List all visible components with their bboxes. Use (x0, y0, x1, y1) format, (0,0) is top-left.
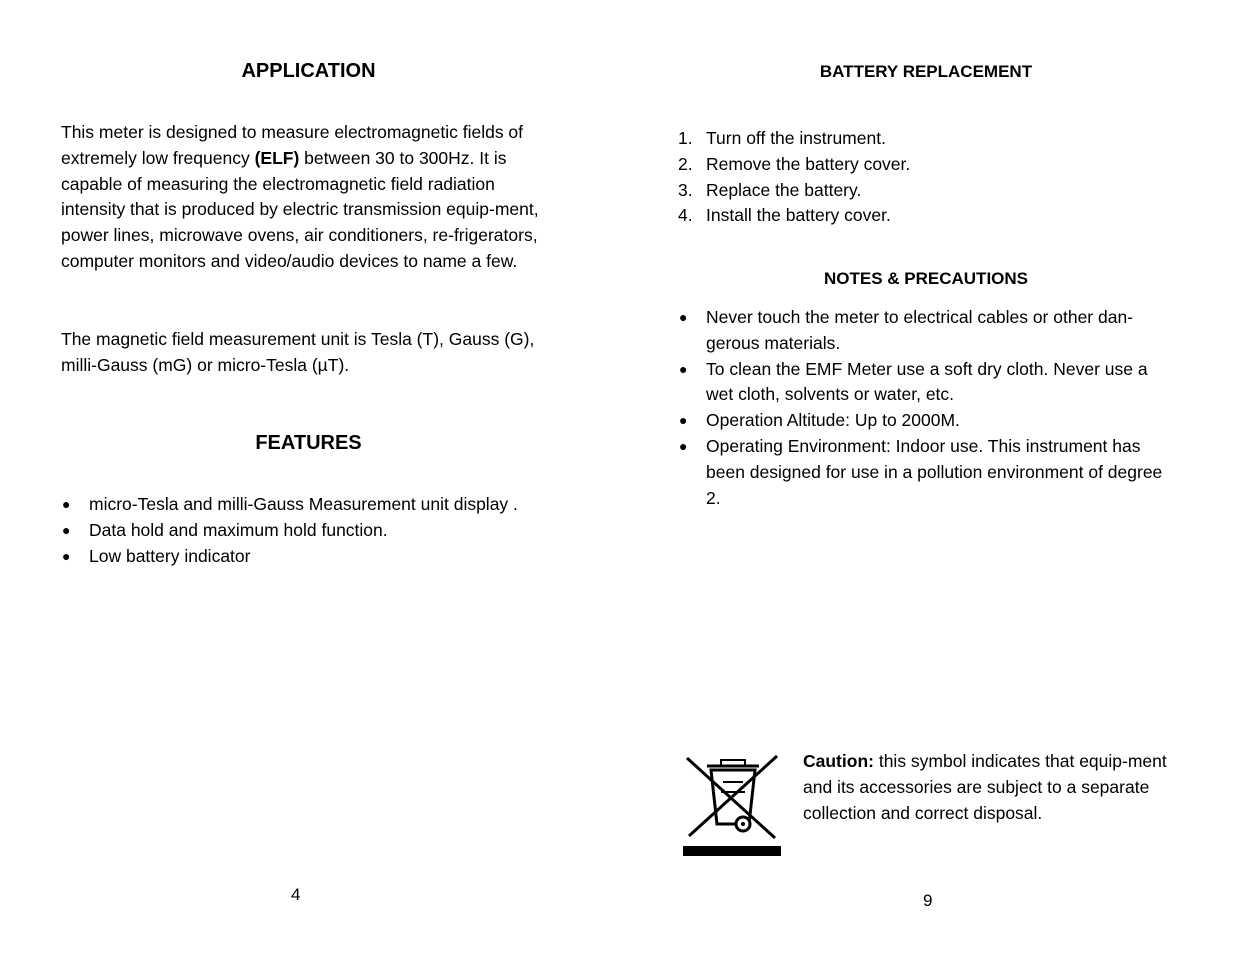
elf-abbreviation: (ELF) (254, 147, 300, 168)
battery-step (678, 178, 1206, 204)
right-page (617, 0, 1235, 954)
bullet-marker: ● (679, 437, 688, 454)
battery-step (678, 152, 1206, 178)
step-number: 3. (678, 179, 693, 200)
bullet-marker: ● (679, 309, 688, 325)
step-number: 4. (678, 205, 693, 226)
application-paragraph-1-end: between 30 to 300Hz. It is capable of measuring the electromagnetic field radiation intensity that is produced by electric transmission equip-ment, power lines, microwave ovens, air conditioners, re-frigerators, computer monitors and video/audio devices to name a few. (61, 147, 539, 271)
notes-list-item-text: Never touch the meter to electrical cables or other dan-gerous materials. (706, 307, 1134, 353)
battery-replacement-heading: BATTERY REPLACEMENT (819, 62, 1033, 81)
features-list-item-text: Data hold and maximum hold function. (89, 519, 388, 540)
battery-step (678, 126, 1206, 152)
notes-list-item (679, 357, 1176, 409)
features-heading: FEATURES (255, 432, 362, 454)
battery-step (678, 203, 1206, 229)
step-number: 2. (678, 153, 693, 174)
bullet-marker: ● (62, 547, 71, 564)
page-number-left: 4 (291, 885, 301, 904)
step-number: 1. (678, 128, 693, 148)
battery-steps-list (678, 126, 1206, 229)
features-list-item-text: micro-Tesla and milli-Gauss Measurement unit display . (89, 494, 518, 514)
features-list-item (62, 544, 589, 570)
crossed-out-wheelie-bin-icon (683, 752, 783, 856)
application-paragraph-1-start: This meter is designed to measure electromagnetic fields of extremely low frequency (61, 122, 524, 168)
caution-label: Caution: (803, 751, 874, 771)
page-number-right: 9 (923, 891, 933, 910)
application-paragraph-2: The magnetic field measurement unit is Tesla (T), Gauss (G), milli-Gauss (mG) or micro-Tesla (µT). (61, 329, 535, 375)
features-list-item (62, 492, 589, 518)
notes-list-item-text: To clean the EMF Meter use a soft dry cloth. Never use a wet cloth, solvents or water, etc. (706, 358, 1148, 405)
features-list-item (62, 518, 589, 544)
caution-note (803, 749, 1173, 826)
bullet-marker: ● (679, 360, 688, 377)
battery-step-text: Replace the battery. (706, 179, 862, 200)
caution-text: this symbol indicates that equip-ment and its accessories are subject to a separate collection and correct disposal. (803, 751, 1167, 823)
left-page (0, 0, 617, 954)
battery-step-text: Install the battery cover. (706, 205, 891, 226)
features-list-item-text: Low battery indicator (89, 545, 251, 566)
notes-list-item-text: Operating Environment: Indoor use. This instrument has been designed for use in a pollution environment of degree 2. (706, 435, 1163, 508)
bullet-marker: ● (62, 496, 71, 512)
features-list (62, 492, 589, 569)
notes-list-item (679, 434, 1176, 511)
application-heading: APPLICATION (241, 60, 376, 82)
application-paragraph-1 (61, 120, 561, 275)
bullet-marker: ● (62, 521, 71, 538)
notes-precautions-heading: NOTES & PRECAUTIONS (823, 269, 1029, 288)
notes-list-item (679, 305, 1176, 357)
notes-list (679, 305, 1176, 511)
battery-step-text: Remove the battery cover. (706, 153, 911, 174)
notes-list-item-text: Operation Altitude: Up to 2000M. (706, 410, 960, 431)
bullet-marker: ● (679, 412, 688, 429)
battery-step-text: Turn off the instrument. (706, 128, 886, 148)
notes-list-item (679, 408, 1176, 434)
